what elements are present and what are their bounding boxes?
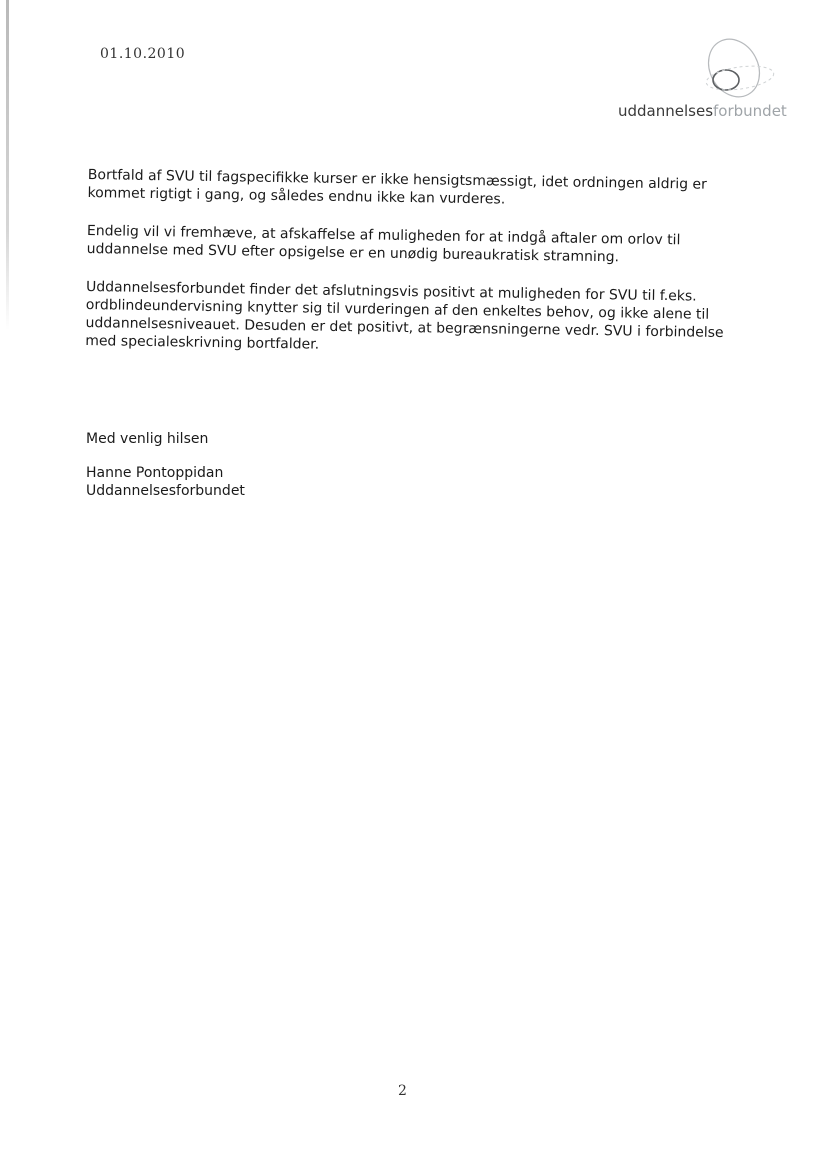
body-paragraph: Uddannelsesforbundet finder det afslutningsvis positivt at muligheden for SVU til f.eks. ordblindeundervisning knytter sig til vurderingen af den enkeltes behov, og ikke alene til uddannelsesniveauet. Desuden er det positivt, at begrænsningerne vedr. SVU i forbindelse med specialeskrivning bortfalder. bbox=[85, 278, 724, 353]
signatory-name: Hanne Pontoppidan bbox=[86, 465, 224, 481]
closing-greeting: Med venlig hilsen bbox=[86, 431, 209, 447]
scan-edge-shadow bbox=[6, 0, 9, 330]
letter-closing bbox=[86, 430, 245, 500]
logo-wordmark bbox=[618, 102, 787, 120]
body-paragraph: Bortfald af SVU til fagspecifikke kurser er ikke hensigtsmæssigt, idet ordningen aldrig er kommet rigtigt i gang, og således endnu ikke kan vurderes. bbox=[87, 166, 707, 208]
organization-logo bbox=[618, 30, 798, 126]
body-paragraph: Endelig vil vi fremhæve, at afskaffelse af muligheden for at indgå aftaler om orlov til uddannelse med SVU efter opsigelse er en unødig bureaukratisk stramning. bbox=[86, 222, 681, 266]
logo-wordmark-part1: uddannelses bbox=[618, 102, 714, 120]
letter-date: 01.10.2010 bbox=[100, 46, 186, 62]
signatory-organization: Uddannelsesforbundet bbox=[86, 483, 245, 499]
page-number: 2 bbox=[398, 1083, 407, 1099]
logo-ellipses-icon bbox=[696, 34, 796, 104]
logo-wordmark-part2: forbundet bbox=[713, 102, 787, 120]
letter-body bbox=[85, 166, 760, 381]
